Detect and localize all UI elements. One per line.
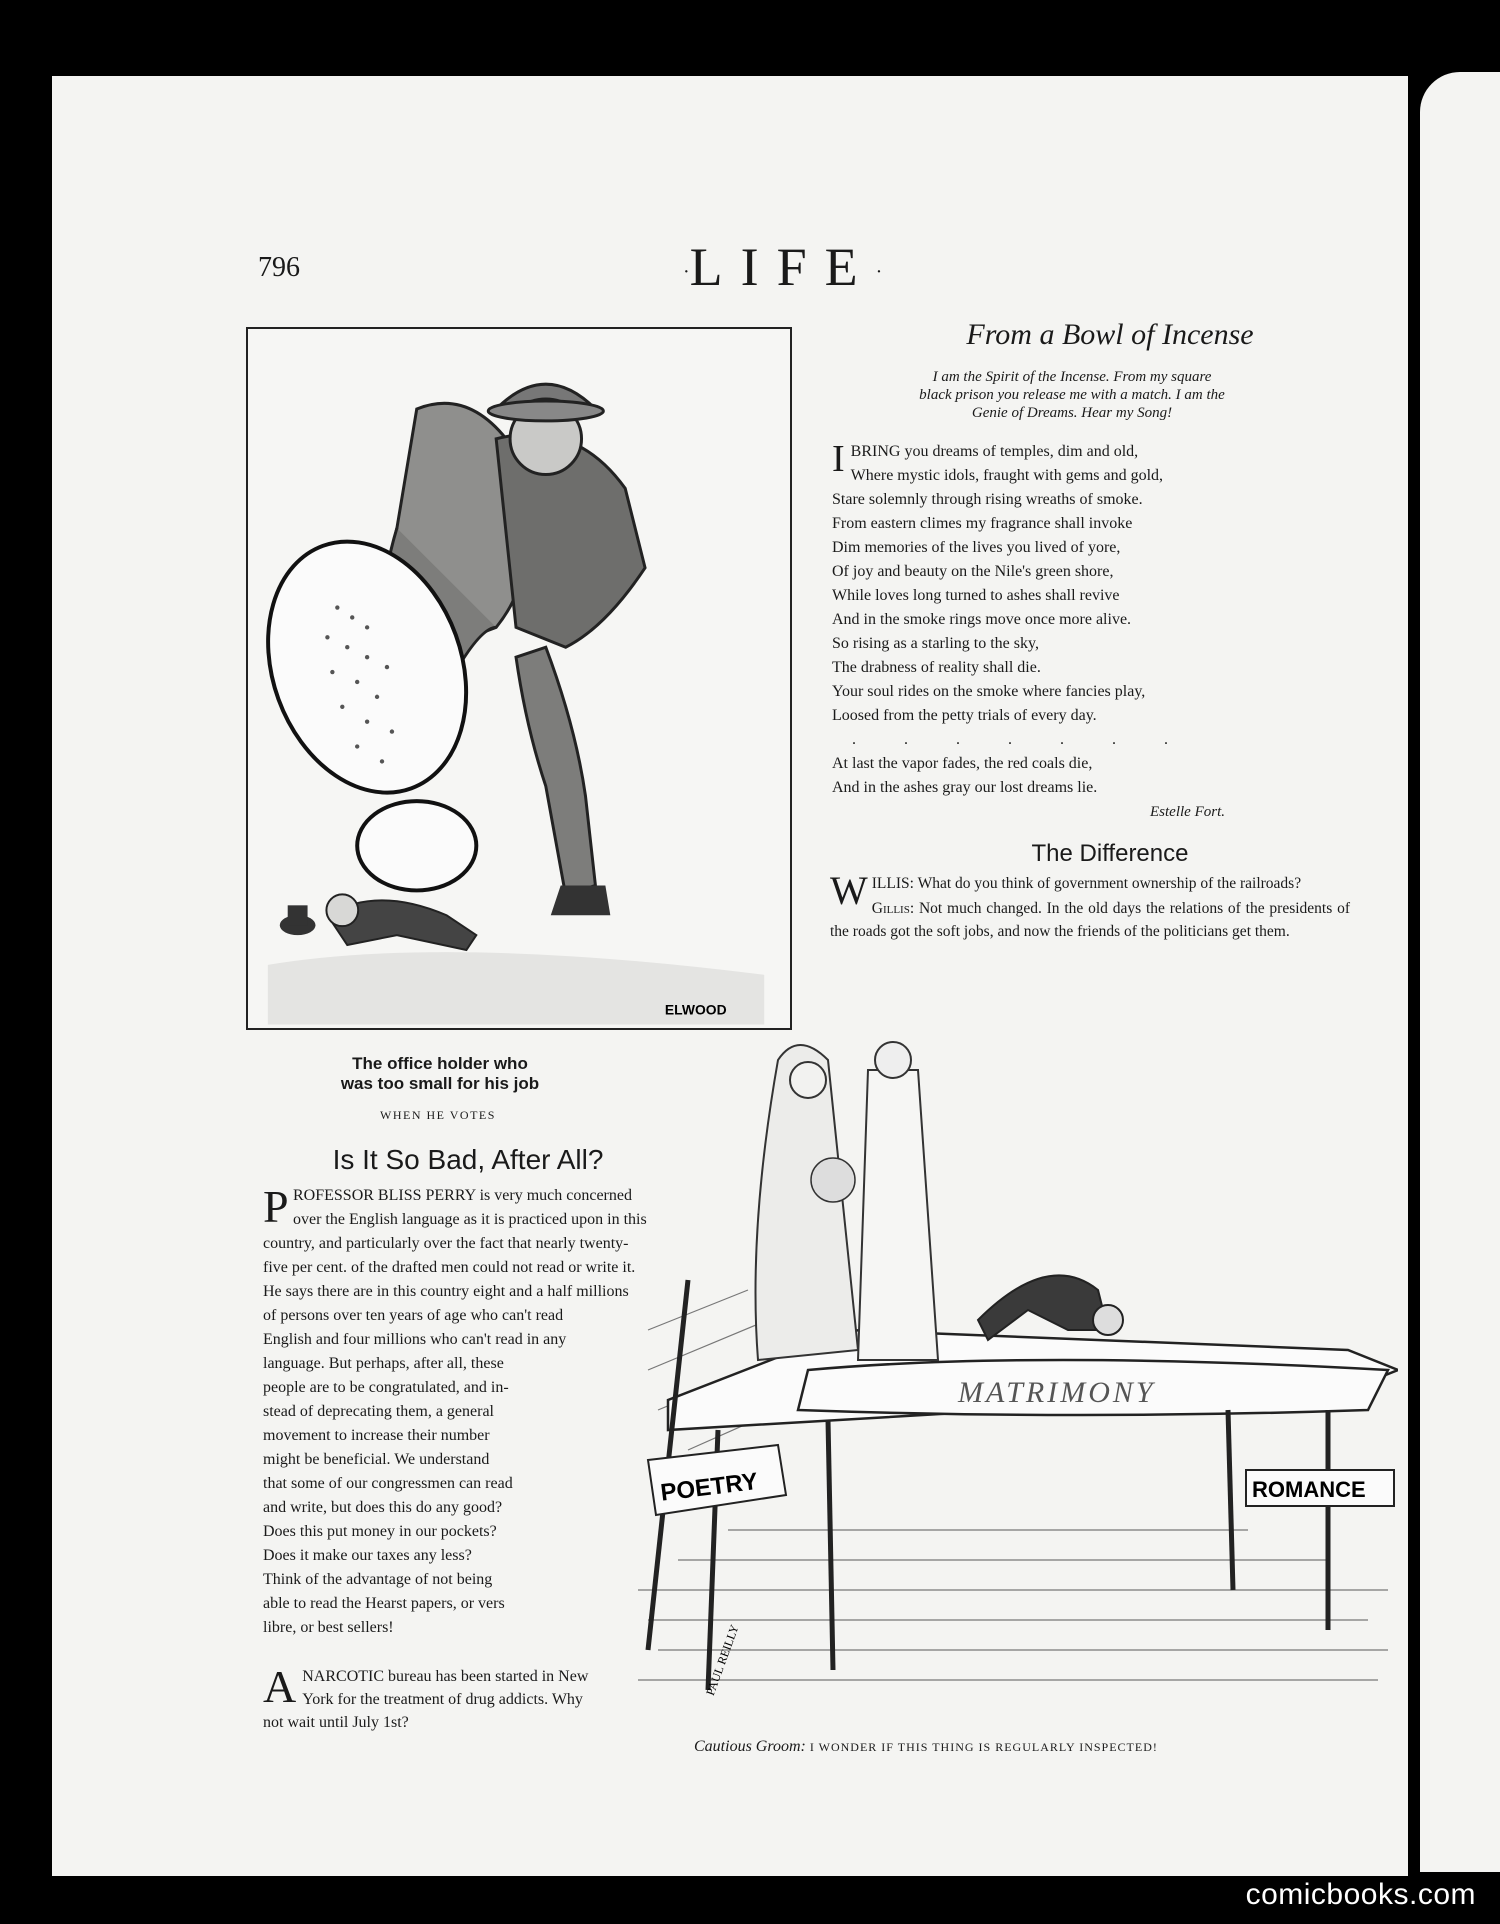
article-body xyxy=(263,1181,647,1640)
poem-line: Your soul rides on the smoke where fancies play, xyxy=(832,683,1146,700)
cartoon1-caption xyxy=(290,1054,590,1094)
article-line: of persons over ten years of age who can't read xyxy=(263,1307,564,1324)
poem-intro xyxy=(832,368,1312,422)
article-line: stead of deprecating them, a general xyxy=(263,1403,494,1420)
poem-line: At last the vapor fades, the red coals die, xyxy=(832,755,1093,772)
cartoon-matrimony xyxy=(628,1030,1398,1720)
cartoon-office-holder xyxy=(246,327,792,1030)
poem-line: Where mystic idols, fraught with gems and gold, xyxy=(850,467,1164,484)
article-line: language. But perhaps, after all, these xyxy=(263,1355,504,1372)
narcotic-text: NARCOTIC bureau has been started in New York for the treatment of drug addicts. Why not wait until July 1st? xyxy=(263,1668,589,1731)
cartoon2-caption xyxy=(694,1738,1158,1756)
article-drop-cap: P xyxy=(263,1181,289,1232)
next-page-edge xyxy=(1420,72,1500,1872)
watermark: comicbooks.com xyxy=(1245,1878,1476,1911)
masthead-title: LIFE xyxy=(689,237,876,297)
poem-line: And in the ashes gray our lost dreams lie. xyxy=(832,779,1098,796)
poem-line: Dim memories of the lives you lived of yore, xyxy=(832,539,1121,556)
poem-intro-line: black prison you release me with a match. I am the xyxy=(919,387,1225,403)
sign-matrimony: MATRIMONY xyxy=(958,1376,1156,1409)
poem-line: Stare solemnly through rising wreaths of smoke. xyxy=(832,491,1143,508)
poem-line: So rising as a starling to the sky, xyxy=(832,635,1039,652)
sign-romance: ROMANCE xyxy=(1252,1477,1366,1502)
article-line: libre, or best sellers! xyxy=(263,1619,394,1636)
poem-line: Of joy and beauty on the Nile's green shore, xyxy=(832,563,1114,580)
difference-speaker1: ILLIS: xyxy=(871,875,914,892)
poem-drop-cap: I xyxy=(832,438,845,480)
cartoon1-caption-line1: The office holder who xyxy=(352,1054,528,1073)
cartoon1-signature: ELWOOD xyxy=(664,1001,727,1018)
article-line: five per cent. of the drafted men could not read or write it. xyxy=(263,1259,636,1276)
cartoon2-signature: PAUL REILLY xyxy=(703,1622,742,1698)
article-line: ROFESSOR BLISS PERRY is very much concerned xyxy=(293,1187,632,1204)
article-line: able to read the Hearst papers, or vers xyxy=(263,1595,505,1612)
article-line: Does it make our taxes any less? xyxy=(263,1547,472,1564)
article-title: Is It So Bad, After All? xyxy=(332,1144,604,1175)
poem-separator: . . . . . . . xyxy=(852,731,1190,748)
article-line: Does this put money in our pockets? xyxy=(263,1523,497,1540)
difference-body xyxy=(830,868,1351,945)
cartoon2-caption-text: I WONDER IF THIS THING IS REGULARLY INSPECTED! xyxy=(809,1740,1158,1754)
poem-intro-line: I am the Spirit of the Incense. From my square xyxy=(932,369,1212,385)
sign-poetry: POETRY xyxy=(659,1468,760,1507)
cartoon2-caption-speaker: Cautious Groom: xyxy=(694,1738,806,1755)
article-line: that some of our congressmen can read xyxy=(263,1475,513,1492)
poem-body xyxy=(832,440,1302,800)
poem-line: Loosed from the petty trials of every day. xyxy=(832,707,1097,724)
poem-line: BRING you dreams of temples, dim and old, xyxy=(850,443,1139,460)
article-line: and write, but does this do any good? xyxy=(263,1499,503,1516)
poem-line: The drabness of reality shall die. xyxy=(832,659,1041,676)
difference-speaker2: Gillis: xyxy=(871,900,915,917)
article-line: Think of the advantage of not being xyxy=(263,1571,493,1588)
cartoon1-subcaption: WHEN HE VOTES xyxy=(380,1108,496,1122)
poem-title: From a Bowl of Incense xyxy=(966,318,1254,351)
difference-title: The Difference xyxy=(1031,840,1189,867)
difference-line1: What do you think of government ownership of the railroads? xyxy=(917,875,1302,892)
narcotic-paragraph xyxy=(263,1661,605,1734)
article-line: He says there are in this country eight and a half millions xyxy=(263,1283,629,1300)
difference-line2: Not much changed. In the old days the relations of the presidents of the roads got the soft jobs, and now the friends of the politicians get them. xyxy=(830,900,1351,940)
poem-line: And in the smoke rings move once more alive. xyxy=(832,611,1132,628)
article-line: over the English language as it is practiced upon in this xyxy=(293,1211,647,1228)
poem-line: From eastern climes my fragrance shall invoke xyxy=(832,515,1133,532)
article-line: might be beneficial. We understand xyxy=(263,1451,490,1468)
article-line: country, and particularly over the fact that nearly twenty- xyxy=(263,1235,629,1252)
article-line: people are to be congratulated, and in- xyxy=(263,1379,509,1396)
poem-line: While loves long turned to ashes shall revive xyxy=(832,587,1120,604)
difference-drop-cap: W xyxy=(830,868,868,913)
poem-intro-line: Genie of Dreams. Hear my Song! xyxy=(971,405,1173,421)
cartoon1-caption-line2: was too small for his job xyxy=(340,1074,540,1093)
poem-author: Estelle Fort. xyxy=(1150,804,1225,820)
article-line: English and four millions who can't read in any xyxy=(263,1331,567,1348)
article-line: movement to increase their number xyxy=(263,1427,490,1444)
narcotic-drop-cap: A xyxy=(263,1661,297,1712)
masthead: ·LIFE· xyxy=(683,237,883,297)
page-number: 796 xyxy=(258,252,300,283)
